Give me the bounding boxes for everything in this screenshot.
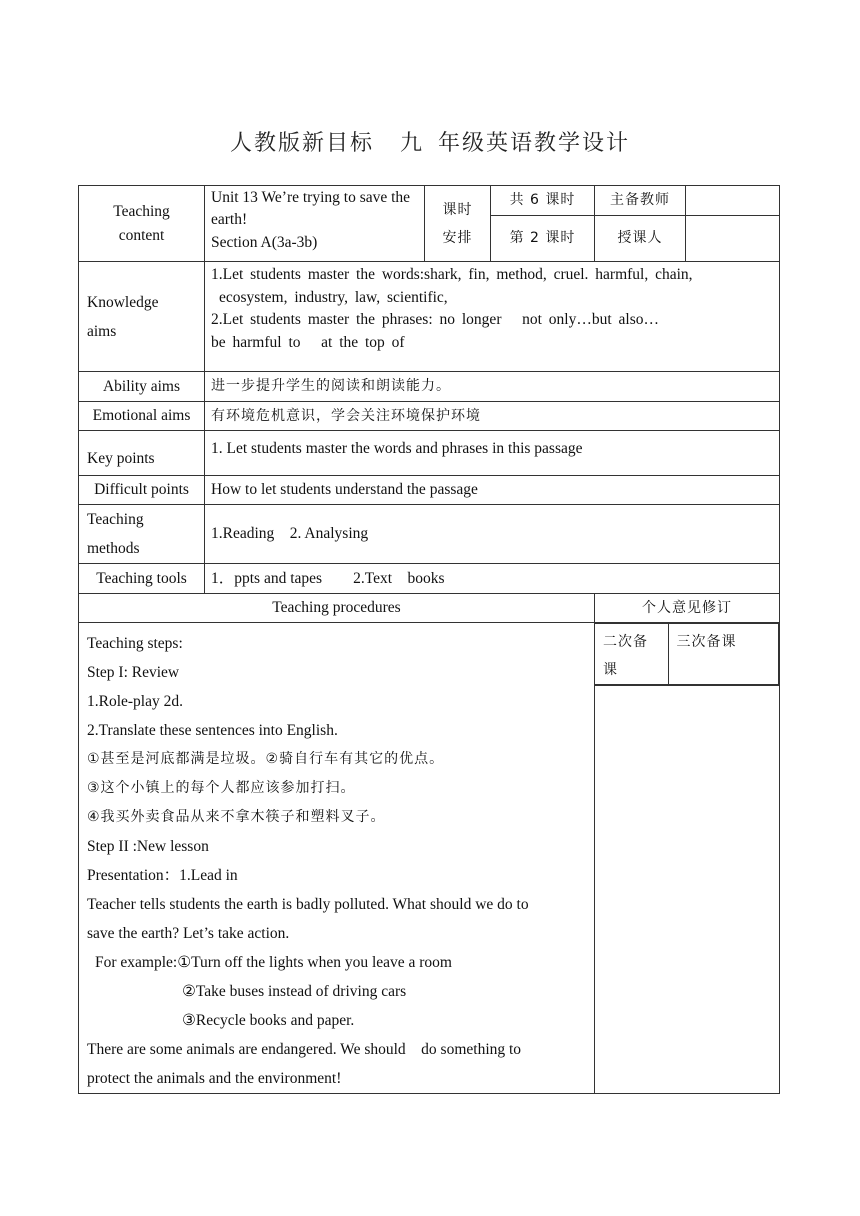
- step-line: Step II :New lesson: [87, 838, 209, 855]
- lecturer-label: 授课人: [595, 216, 686, 262]
- lead-teacher-value: [686, 186, 780, 216]
- emotional-aims-value: 有环境危机意识，学会关注环境保护环境: [205, 402, 780, 431]
- step-line: ②Take buses instead of driving cars: [182, 983, 407, 1000]
- unit-title-cell: [205, 186, 425, 262]
- ability-aims-label: Ability aims: [79, 372, 205, 402]
- emotional-aims-label: Emotional aims: [79, 402, 205, 431]
- step-line: There are some animals are endangered. We should do something to: [87, 1041, 522, 1058]
- title-subject: 年级英语教学设计: [438, 131, 631, 156]
- step-line: Step I: Review: [87, 664, 180, 681]
- step-line: 2.Translate these sentences into English.: [87, 722, 338, 739]
- document-title: [0, 126, 860, 157]
- teaching-tools-label: Teaching tools: [79, 564, 205, 594]
- key-points-label: Key points: [79, 431, 205, 476]
- step-line: save the earth? Let’s take action.: [87, 925, 290, 942]
- title-grade: 九: [399, 131, 424, 156]
- unit-title: Unit 13 We’re trying to save the earth!: [211, 189, 411, 229]
- schedule-label: 课时 安排: [425, 186, 491, 262]
- ability-aims-value: 进一步提升学生的阅读和朗读能力。: [205, 372, 780, 402]
- difficult-points-label: Difficult points: [79, 476, 205, 505]
- teaching-procedures-header: Teaching procedures: [79, 594, 595, 623]
- step-line: Teacher tells students the earth is badly polluted. What should we do to: [87, 896, 529, 913]
- step-line: 1.Role-play 2d.: [87, 693, 183, 710]
- revision-header: 个人意见修订: [595, 594, 780, 623]
- key-points-value: 1. Let students master the words and phrases in this passage: [205, 431, 780, 476]
- third-prep-label: 三次备课: [668, 624, 779, 685]
- step-line: ③Recycle books and paper.: [182, 1012, 355, 1029]
- teaching-content-label: Teaching content: [79, 186, 205, 262]
- teaching-methods-value: 1.Reading 2. Analysing: [205, 505, 780, 564]
- second-prep-notes: [595, 685, 668, 686]
- teaching-steps: [79, 623, 595, 1094]
- section-title: Section A(3a-3b): [211, 233, 318, 251]
- title-publisher: 人教版新目标: [229, 131, 374, 156]
- this-lesson: 第 2 课时: [491, 216, 595, 262]
- third-prep-notes: [668, 685, 779, 686]
- teaching-tools-value: 1．ppts and tapes 2.Text books: [205, 564, 780, 594]
- step-line: protect the animals and the environment!: [87, 1070, 342, 1087]
- difficult-points-value: How to let students understand the passage: [205, 476, 780, 505]
- step-line: ①甚至是河底都满是垃圾。②骑自行车有其它的优点。: [87, 751, 445, 767]
- step-line: ④我买外卖食品从来不拿木筷子和塑料叉子。: [87, 809, 386, 825]
- knowledge-aims-value: 1.Let students master the words:shark, fin, method, cruel. harmful, chain, ecosystem, industry, law, scientific, 2.Let students master the phrases: no longer not only…but also… be harmful to at the top of: [205, 262, 780, 372]
- lesson-plan-table: [78, 185, 780, 1094]
- step-line: Teaching steps:: [87, 635, 183, 652]
- lecturer-value: [686, 216, 780, 262]
- second-prep-label: 二次备 课: [595, 624, 668, 685]
- knowledge-aims-label: Knowledge aims: [79, 262, 205, 372]
- revision-area: [595, 623, 780, 1094]
- step-line: For example:①Turn off the lights when you leave a room: [95, 954, 452, 971]
- teaching-methods-label: Teaching methods: [79, 505, 205, 564]
- total-lessons: 共 6 课时: [491, 186, 595, 216]
- step-line: ③这个小镇上的每个人都应该参加打扫。: [87, 780, 356, 796]
- step-line: Presentation：1.Lead in: [87, 867, 238, 884]
- lead-teacher-label: 主备教师: [595, 186, 686, 216]
